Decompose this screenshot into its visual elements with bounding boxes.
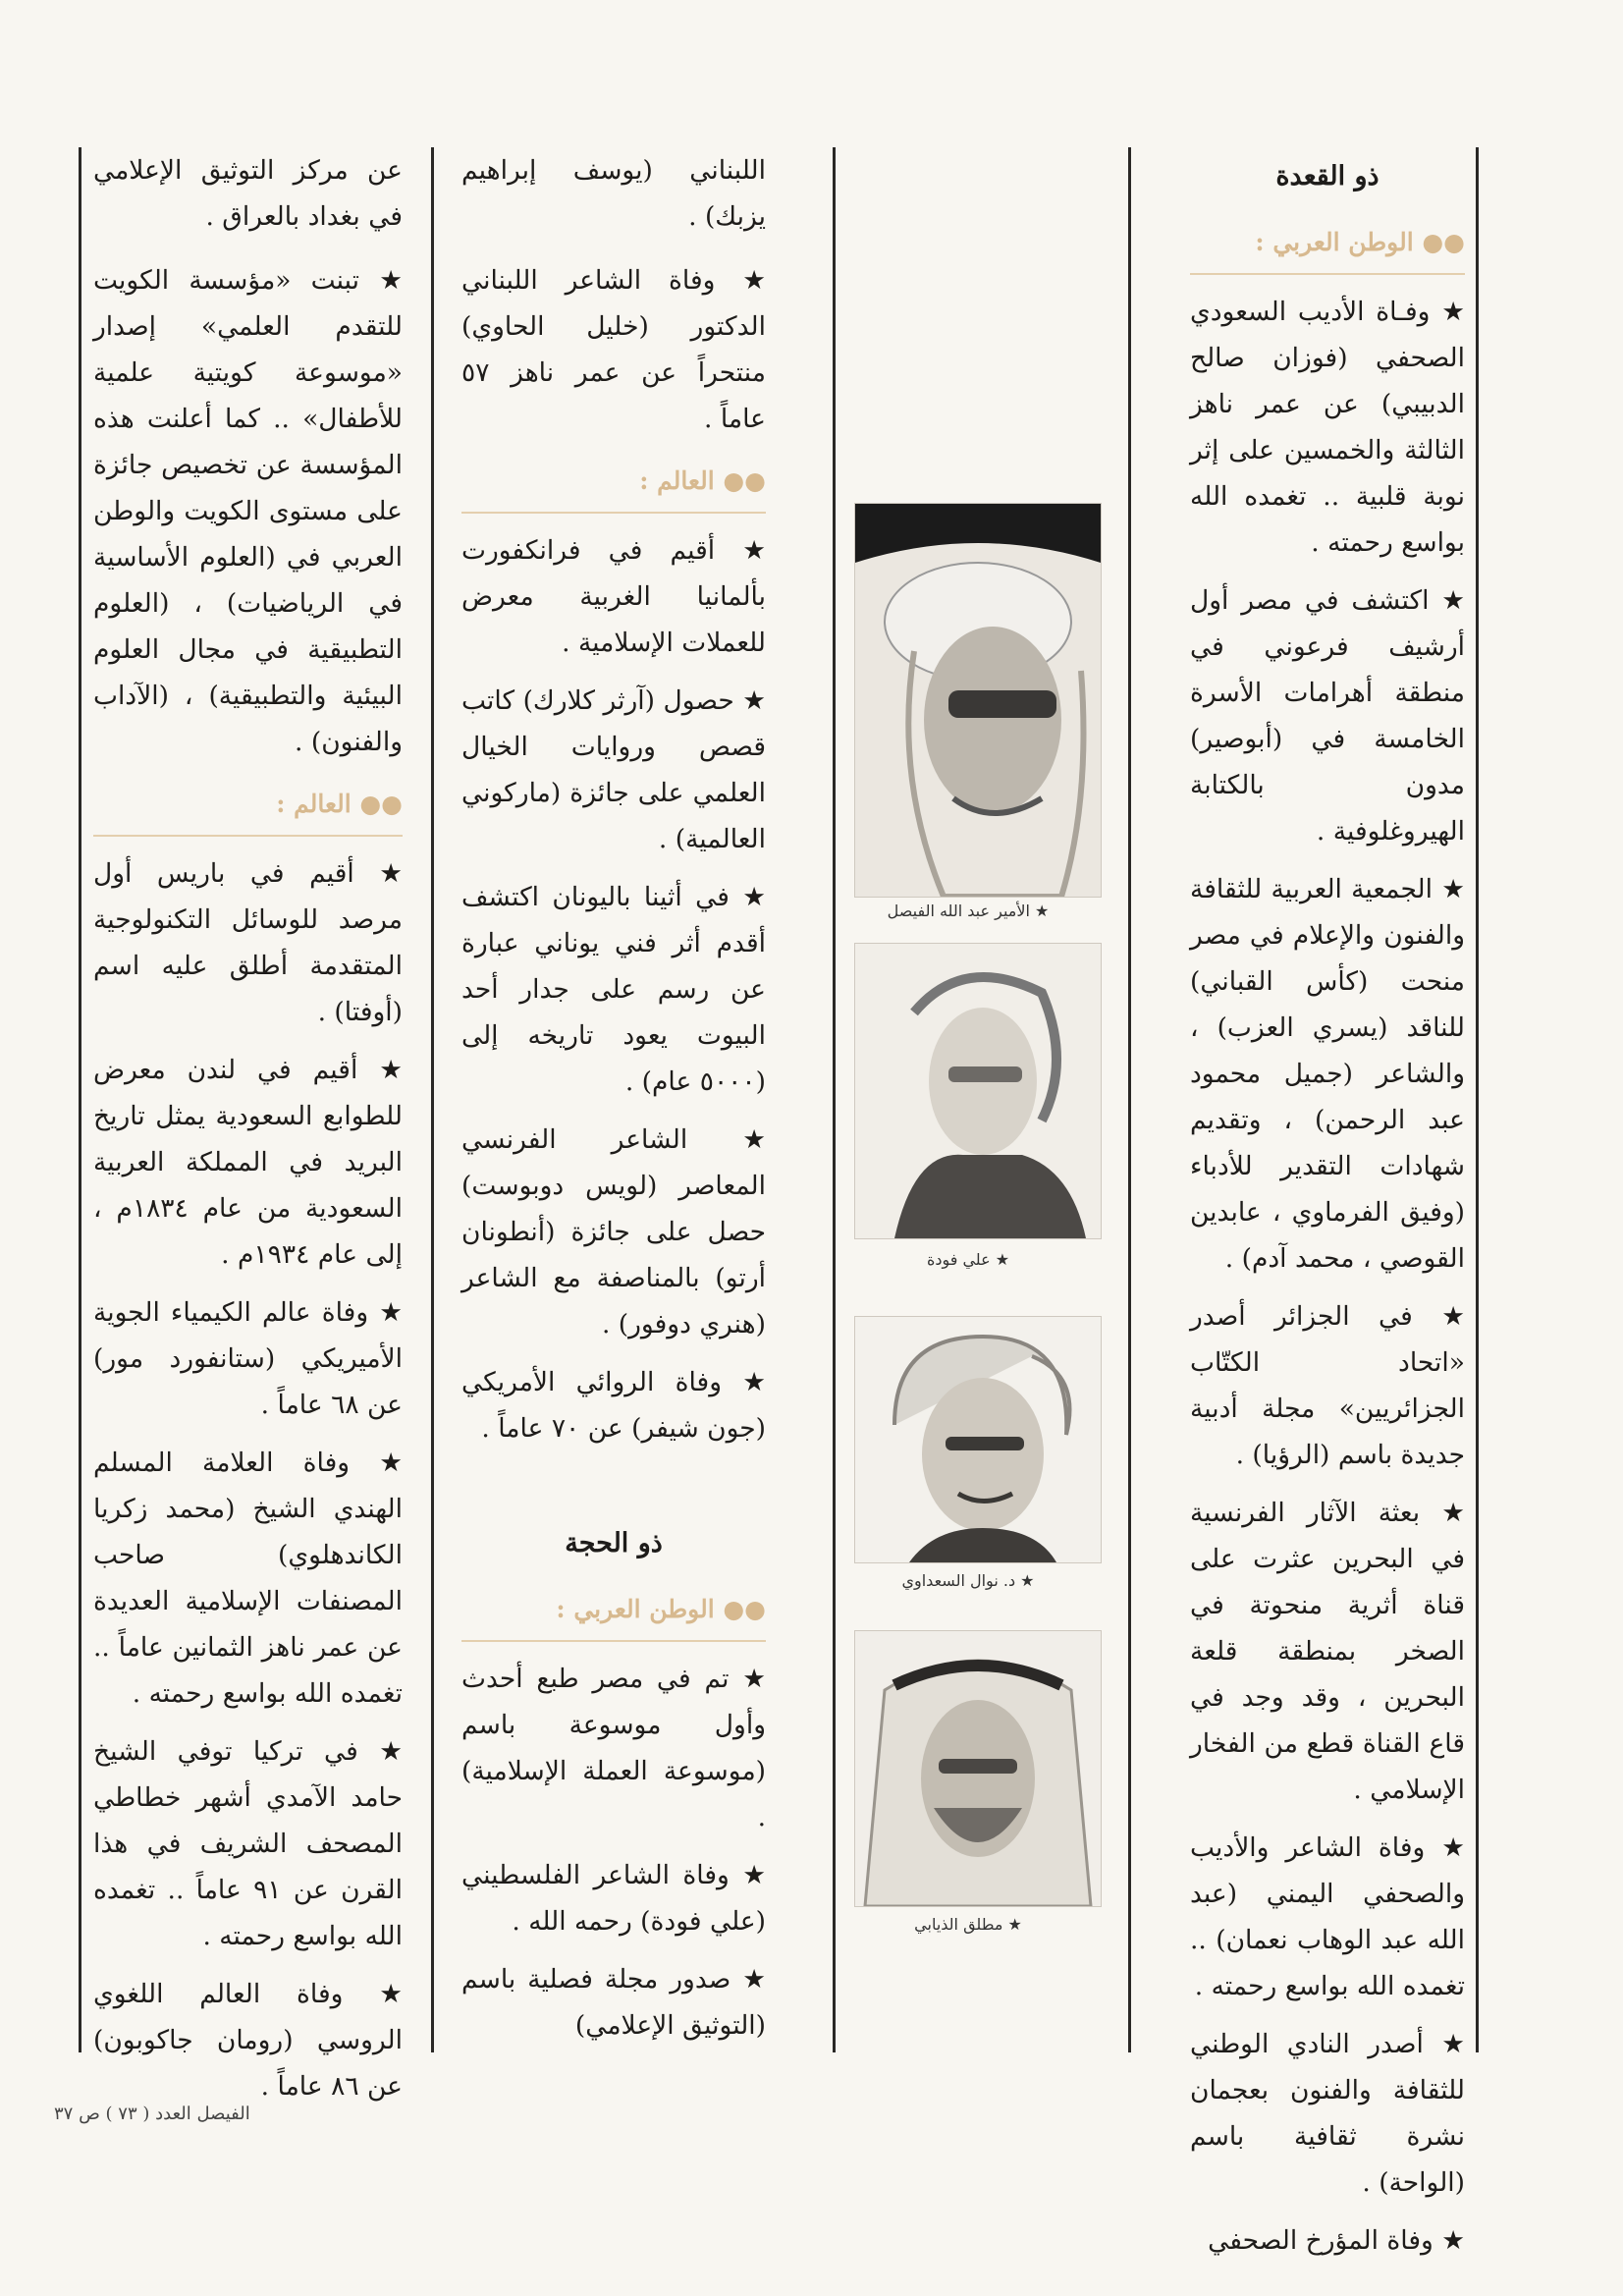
news-item: ★ بعثة الآثار الفرنسية في البحرين عثرت على قناة أثرية منحوتة في الصخر بمنطقة قلعة البحرين ، وقد وجد في قاع القناة قطع من الفخار الإسلامي . [1190, 1498, 1465, 1805]
news-item: ★ أقيم في فرانكفورت بألمانيا الغربية معرض للعملات الإسلامية . [461, 535, 766, 658]
section-title: ذو القعدة [1275, 161, 1380, 191]
news-item: ★ أقيم في لندن معرض للطوابع السعودية يمثل تاريخ البريد في المملكة العربية السعودية من عام ١٨٣٤م ، إلى عام ١٩٣٤م . [93, 1055, 403, 1270]
news-item: ★ وفاة الشاعر اللبناني الدكتور (خليل الحاوي) منتحراً عن عمر ناهز ٥٧ عاماً . [461, 265, 766, 434]
column-left [93, 147, 403, 2121]
news-item: ★ اكتشف في مصر أول أرشيف فرعوني في منطقة أهرامات الأسرة الخامسة في (أبوصير) مدون بالكتابة الهيروغلوفية . [1190, 585, 1465, 847]
column-rule-right [1476, 147, 1479, 2052]
news-item: ★ وفاة العالم اللغوي الروسي (رومان جاكوبون) عن ٨٦ عاماً . [93, 1979, 403, 2102]
news-item: ★ صدور مجلة فصلية باسم (التوثيق الإعلامي) [461, 1964, 766, 2041]
news-item: ★ تم في مصر طبع أحدث وأول موسوعة باسم (موسوعة العملة الإسلامية) . [461, 1664, 766, 1832]
news-item: ★ أصدر النادي الوطني للثقافة والفنون بعجمان نشرة ثقافية باسم (الواحة) . [1190, 2029, 1465, 2198]
page-footer: الفيصل العدد ( ٧٣ ) ص ٣٧ [54, 2104, 250, 2124]
column-rule-mid-left [833, 147, 836, 2052]
news-item: ★ الشاعر الفرنسي المعاصر (لويس دوبوست) حصل على جائزة (أنطونان أرتو) بالمناصفة مع الشاعر (هنري دوفور) . [461, 1124, 766, 1339]
news-item: ★ في الجزائر أصدر «اتحاد الكتّاب الجزائريين» مجلة أدبية جديدة باسم (الرؤيا) . [1190, 1301, 1465, 1470]
subhead-arab-world: ●● الوطن العربي : [461, 1586, 766, 1642]
photo-caption: ★ د. نوال السعداوي [901, 1571, 1035, 1590]
news-item: ★ حصول (آرثر كلارك) كاتب قصص وروايات الخيال العلمي على جائزة (ماركوني العالمية) . [461, 685, 766, 854]
portrait-mutlaq-al-thiyabi [854, 1630, 1102, 1907]
news-item-continued: اللبناني (يوسف إبراهيم يزبك) . [461, 155, 766, 232]
column-rule-mid [431, 147, 434, 2052]
photo-caption: ★ الأمير عبد الله الفيصل [887, 902, 1050, 920]
news-item: ★ في تركيا توفي الشيخ حامد الآمدي أشهر خطاطي المصحف الشريف في هذا القرن عن ٩١ عاماً .. تغمده الله بواسع رحمته . [93, 1736, 403, 1951]
news-item: ★ في أثينا باليونان اكتشف أقدم أثر فني يوناني عبارة عن رسم على جدار أحد البيوت يعود تاريخه إلى (٥٠٠٠ عام) . [461, 882, 766, 1097]
portrait-abdullah-al-faisal [854, 503, 1102, 898]
column-rule-mid-right [1128, 147, 1131, 2052]
photo-caption: ★ مطلق الذيابي [914, 1915, 1022, 1934]
news-item: ★ تبنت «مؤسسة الكويت للتقدم العلمي» إصدار «موسوعة كويتية علمية للأطفال» .. كما أعلنت هذه المؤسسة عن تخصيص جائزة على مستوى الكويت والوطن العربي في (العلوم الأساسية في الرياضيات) ، (العلوم التطبيقية في مجال العلوم البيئية والتطبيقية) ، (الآداب والفنون) . [93, 265, 403, 757]
column-rule-left [79, 147, 81, 2052]
photo-caption: ★ علي فودة [926, 1250, 1010, 1269]
portrait-ali-fouda [854, 943, 1102, 1239]
news-item: ★ وفاة الشاعر الفلسطيني (علي فودة) رحمه الله . [461, 1860, 766, 1937]
news-item: ★ وفاة عالم الكيمياء الجوية الأميريكي (ستانفورد مور) عن ٦٨ عاماً . [93, 1297, 403, 1420]
portrait-nawal-el-saadawi [854, 1316, 1102, 1563]
column-middle [461, 147, 766, 2060]
news-item: ★ وفاة العلامة المسلم الهندي الشيخ (محمد زكريا الكاندهلوي) صاحب المصنفات الإسلامية العديدة عن عمر ناهز الثمانين عاماً .. تغمده الله بواسع رحمته . [93, 1448, 403, 1709]
news-item: ★ وفاة الشاعر والأديب والصحفي اليمني (عبد الله عبد الوهاب نعمان) .. تغمده الله بواسع رحمته . [1190, 1832, 1465, 2001]
news-item-continued: عن مركز التوثيق الإعلامي في بغداد بالعراق . [93, 155, 403, 232]
section-title: ذو الحجة [565, 1528, 663, 1558]
news-item: ★ الجمعية العربية للثقافة والفنون والإعلام في مصر منحت (كأس القباني) للناقد (يسري العزب) ، والشاعر (جميل محمود عبد الرحمن) ، وتقديم شهادات التقدير للأدباء (وفيق الفرماوي ، عابدين القوصي ، محمد آدم) . [1190, 874, 1465, 1274]
news-item: ★ وفاة الروائي الأمريكي (جون شيفر) عن ٧٠ عاماً . [461, 1367, 766, 1444]
news-item: ★ وفـاة الأديب السعودي الصحفي (فوزان صالح الدبيبي) عن عمر ناهز الثالثة والخمسين على إثر نوبة قلبية .. تغمده الله بواسع رحمته . [1190, 297, 1465, 558]
column-dhu-al-qidah [1190, 147, 1465, 2275]
news-item: ★ وفاة المؤرخ الصحفي [1208, 2225, 1465, 2256]
subhead-arab-world: ●● الوطن العربي : [1190, 219, 1465, 275]
subhead-world: ●● العالم : [93, 781, 403, 837]
subhead-world: ●● العالم : [461, 458, 766, 514]
news-item: ★ أقيم في باريس أول مرصد للوسائل التكنولوجية المتقدمة أطلق عليه اسم (أوفتا) . [93, 858, 403, 1027]
